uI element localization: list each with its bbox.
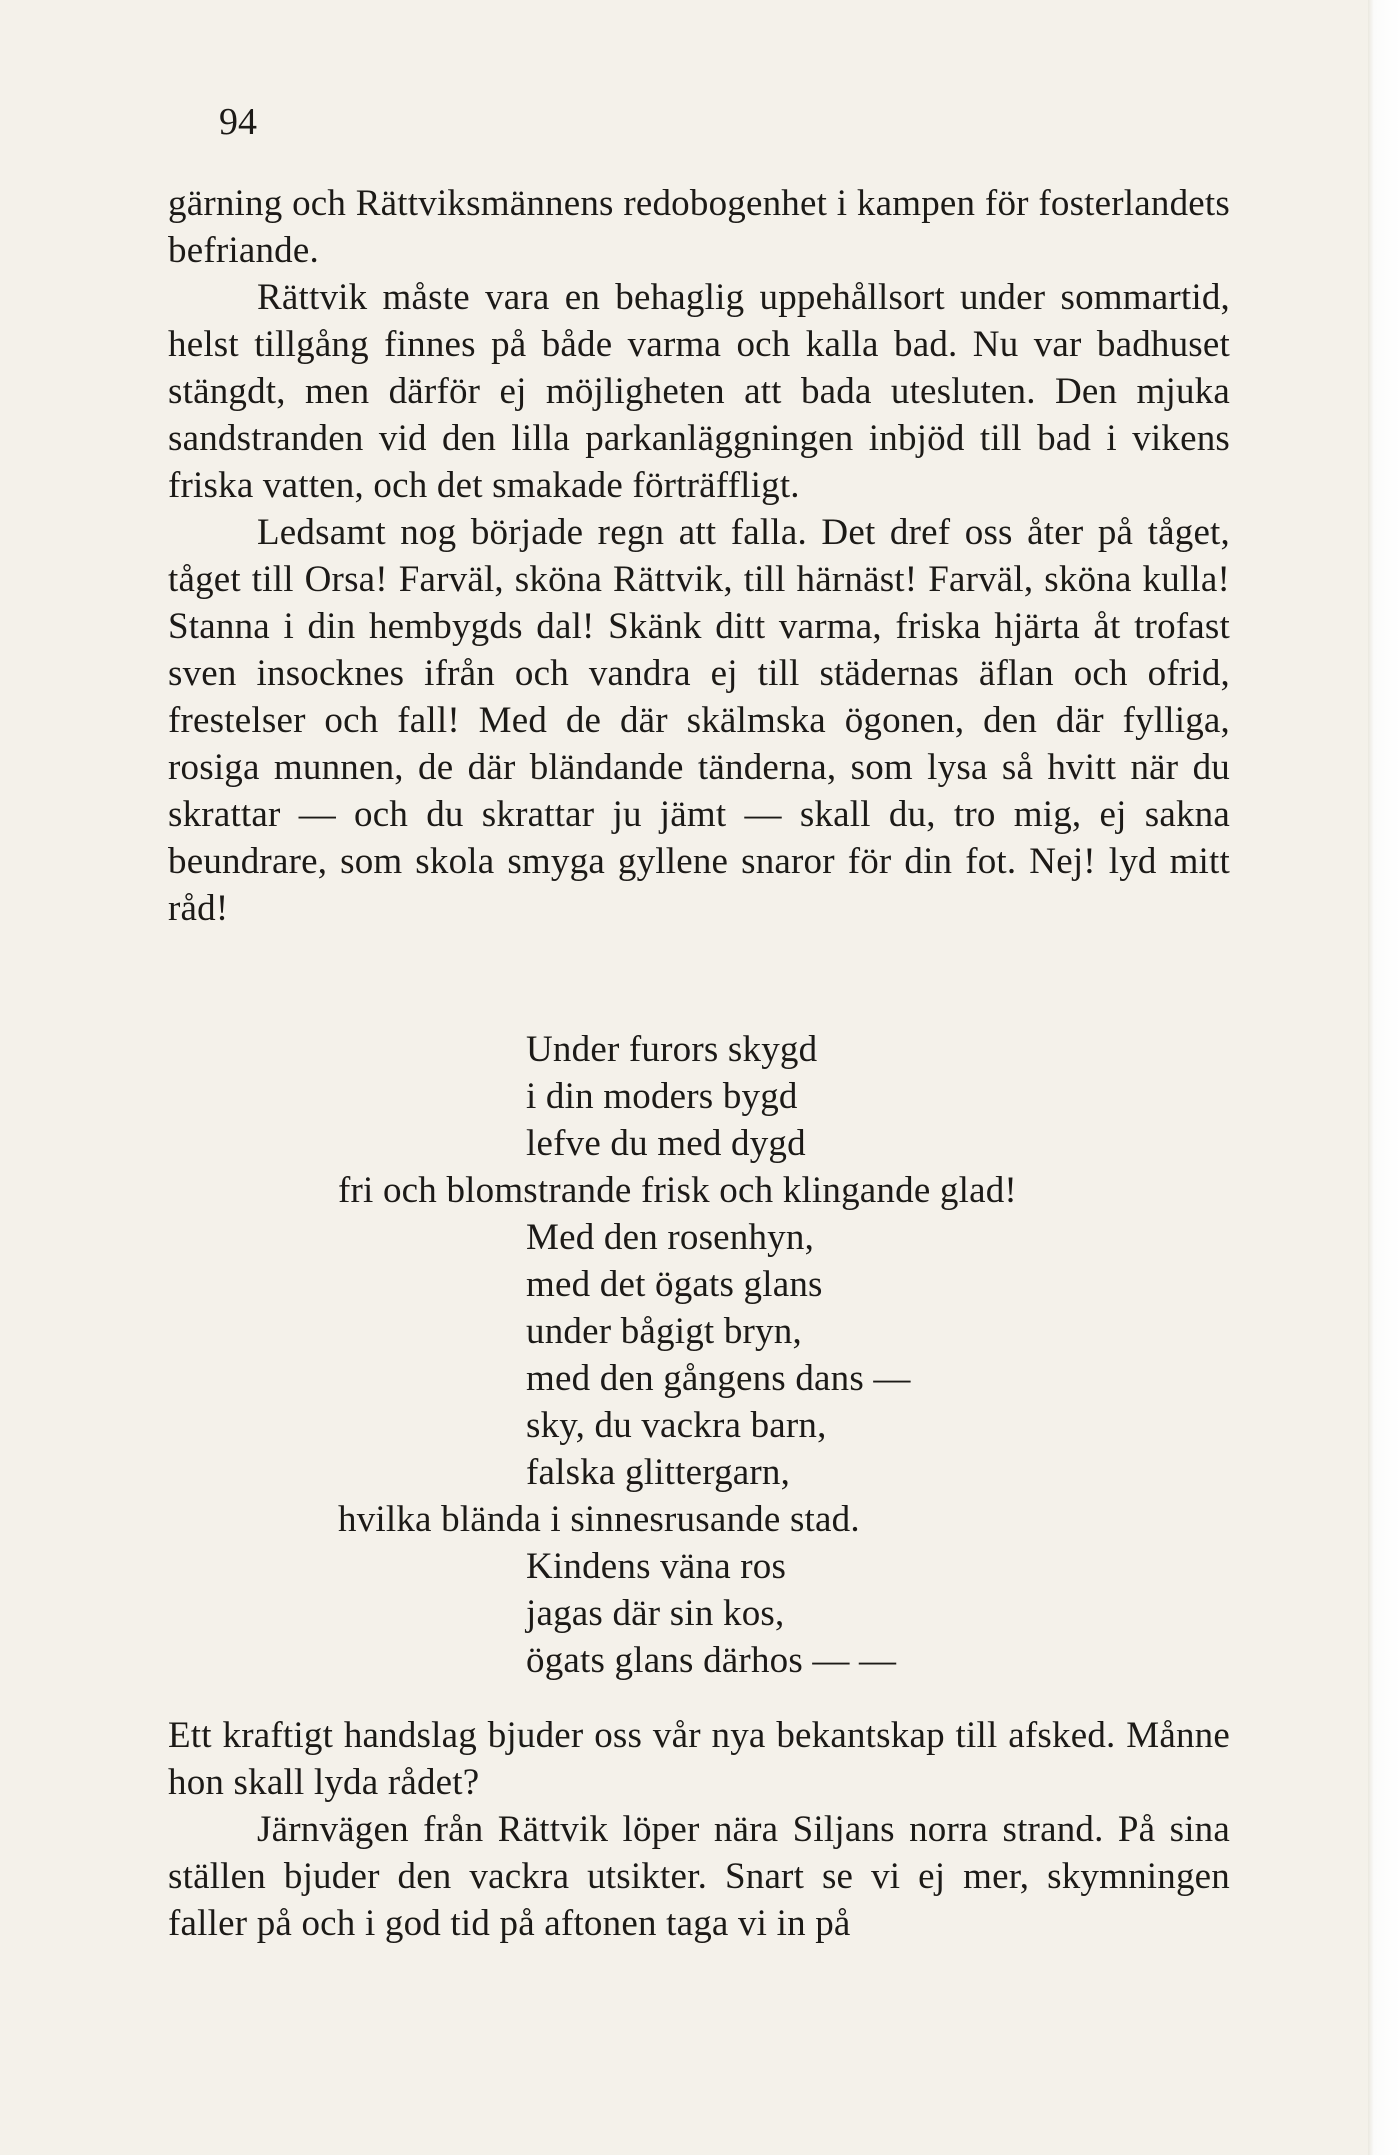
paragraph: Järnvägen från Rättvik löper nära Siljans norra strand. På sina ställen bjuder den vackra utsikter. Snart se vi ej mer, skymningen faller på och i god tid på aftonen taga vi in på bbox=[168, 1809, 1230, 1944]
verse-line: Kindens väna ros bbox=[526, 1546, 787, 1587]
paragraph: Rättvik måste vara en behaglig uppehållsort under sommartid, helst tillgång finnes på både varma och kalla bad. Nu var badhuset stängdt, men därför ej möjligheten att bada utesluten. Den mjuka sandstranden vid den lilla parkanläggningen inbjöd till bad i vikens friska vatten, och det smakade förträffligt. bbox=[168, 277, 1230, 506]
page-edge bbox=[1368, 0, 1400, 2155]
verse-line: falska glittergarn, bbox=[526, 1452, 791, 1493]
verse-line: ögats glans därhos — — bbox=[526, 1640, 897, 1681]
paragraph: Ledsamt nog började regn att falla. Det dref oss åter på tåget, tåget till Orsa! Farväl, sköna Rättvik, till härnäst! Farväl, sköna kulla! Stanna i din hembygds dal! Skänk ditt varma, friska hjärta åt trofast sven insocknes ifrån och vandra ej till städernas äflan och ofrid, frestelser och fall! Med de där skälmska ögonen, den där fylliga, rosiga munnen, de där bländande tänderna, som lysa så hvitt när du skrattar — och du skrattar ju jämt — skall du, tro mig, ej sakna beundrare, som skola smyga gyllene snaror för din fot. Nej! lyd mitt råd! bbox=[168, 512, 1230, 929]
page-number: 94 bbox=[219, 101, 257, 143]
verse-line: fri och blomstrande frisk och klingande glad! bbox=[338, 1170, 1017, 1211]
verse-line: med det ögats glans bbox=[526, 1264, 823, 1305]
verse-line: i din moders bygd bbox=[526, 1076, 798, 1117]
verse-block bbox=[338, 1026, 1238, 1684]
verse-line: Med den rosenhyn, bbox=[526, 1217, 815, 1258]
paragraph: Ett kraftigt handslag bjuder oss vår nya bekantskap till afsked. Månne hon skall lyda rådet? bbox=[168, 1715, 1230, 1803]
paragraph: gärning och Rättviksmännens redobogenhet i kampen för fosterlandets befriande. bbox=[168, 183, 1230, 271]
prose-block-bottom bbox=[168, 1712, 1230, 1947]
verse-line: hvilka blända i sinnesrusande stad. bbox=[338, 1499, 860, 1540]
verse-line: lefve du med dygd bbox=[526, 1123, 806, 1164]
verse-line: jagas där sin kos, bbox=[526, 1593, 785, 1634]
verse-line: med den gångens dans — bbox=[526, 1358, 911, 1399]
verse-line: Under furors skygd bbox=[526, 1029, 818, 1070]
prose-block-top bbox=[168, 180, 1230, 932]
verse-line: under bågigt bryn, bbox=[526, 1311, 802, 1352]
verse-line: sky, du vackra barn, bbox=[526, 1405, 827, 1446]
